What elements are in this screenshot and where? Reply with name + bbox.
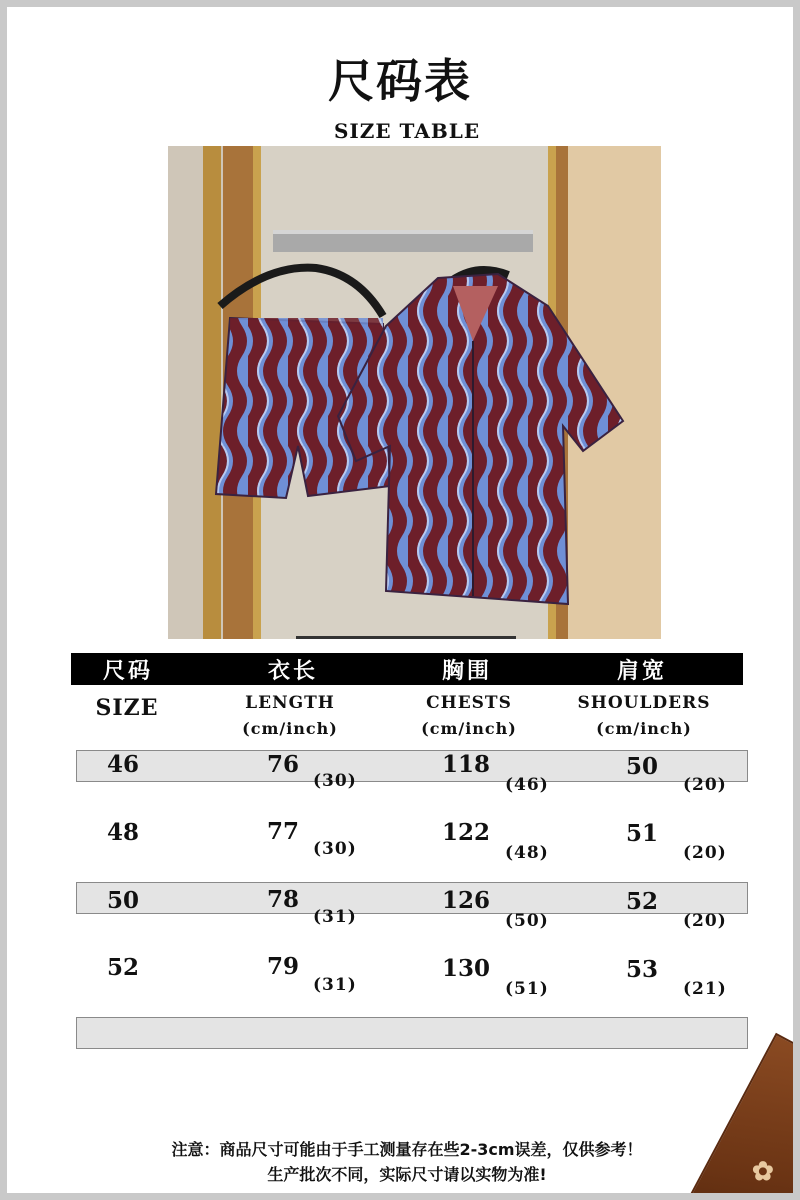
cell-chest-inch: (50) [505, 911, 549, 931]
cell-length: 79 [267, 953, 300, 980]
cell-chest: 122 [442, 819, 491, 846]
cell-chest-inch: (51) [505, 979, 549, 999]
cell-chest: 118 [442, 751, 491, 778]
cell-shoulder-inch: (20) [683, 911, 727, 931]
cell-chest: 130 [442, 955, 491, 982]
cell-length: 76 [267, 751, 300, 778]
cell-length-inch: (30) [313, 839, 357, 859]
product-photo [168, 146, 661, 639]
cell-length: 78 [267, 886, 300, 913]
cell-size: 52 [107, 954, 140, 981]
header-chest-en: CHESTS [426, 693, 512, 713]
header-length-cn: 衣长 [267, 659, 318, 684]
cell-length-inch: (31) [313, 975, 357, 995]
cell-length-inch: (31) [313, 907, 357, 927]
cell-chest: 126 [442, 887, 491, 914]
header-size-en: SIZE [95, 695, 159, 721]
tag-monogram-icon: ✿ [752, 1157, 772, 1187]
cell-shoulder: 52 [626, 888, 659, 915]
cell-size: 50 [107, 887, 140, 914]
header-shoulder-cn: 肩宽 [616, 659, 667, 684]
cell-shoulder: 50 [626, 753, 659, 780]
cell-shoulder-inch: (21) [683, 979, 727, 999]
notice-line-2: 生产批次不同，实际尺寸请以实物为准! [267, 1165, 547, 1184]
notice-line-1: 注意：商品尺寸可能由于手工测量存在些2-3cm误差，仅供参考！ [171, 1140, 643, 1159]
cell-size: 46 [107, 751, 140, 778]
product-photo-illustration [168, 146, 661, 639]
cell-chest-inch: (46) [505, 775, 549, 795]
header-size-cn: 尺码 [102, 659, 153, 684]
cell-length: 77 [267, 818, 300, 845]
header-chest-unit: (cm/inch) [421, 719, 517, 738]
row-stripe [76, 1017, 748, 1049]
header-shoulder-unit: (cm/inch) [596, 719, 692, 738]
cell-shoulder-inch: (20) [683, 775, 727, 795]
cell-chest-inch: (48) [505, 843, 549, 863]
header-shoulder-en: SHOULDERS [577, 693, 711, 713]
header-length-unit: (cm/inch) [242, 719, 338, 738]
cell-length-inch: (30) [313, 771, 357, 791]
cell-shoulder: 53 [626, 956, 659, 983]
page-subtitle: SIZE TABLE [333, 119, 481, 143]
cell-shoulder: 51 [626, 820, 659, 847]
page-title: 尺码表 [328, 54, 472, 108]
cell-shoulder-inch: (20) [683, 843, 727, 863]
header-chest-cn: 胸围 [441, 659, 492, 684]
cell-size: 48 [107, 819, 140, 846]
header-length-en: LENGTH [245, 693, 335, 713]
